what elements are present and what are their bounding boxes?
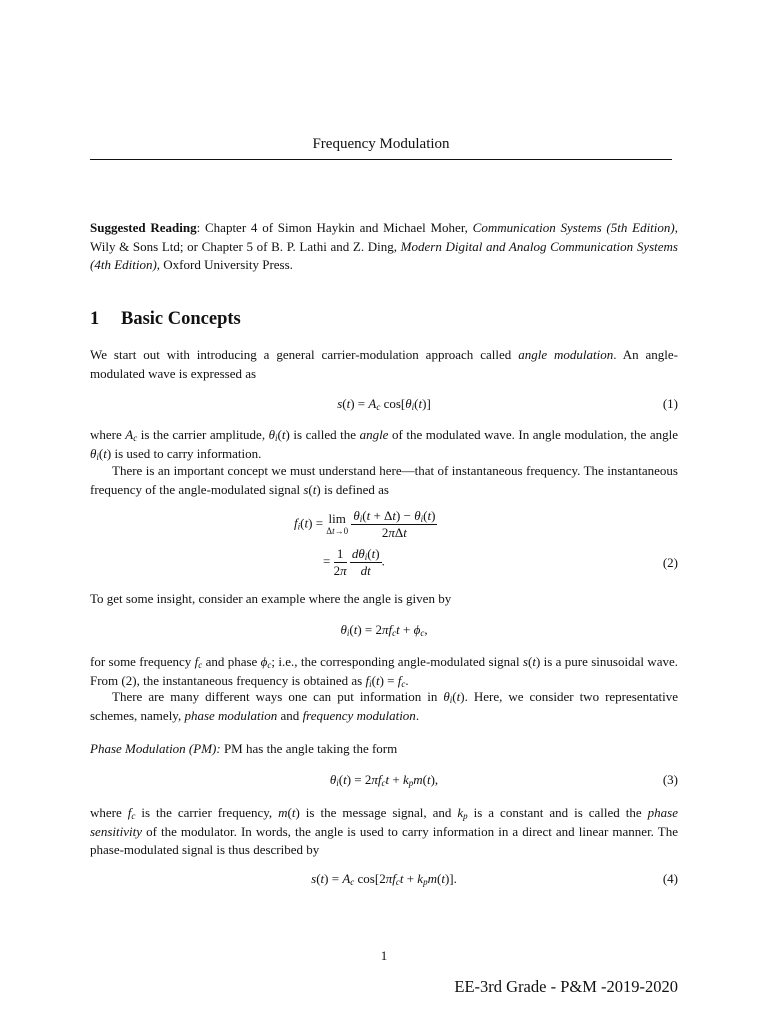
title-rule [90, 159, 672, 160]
document-title: Frequency Modulation [312, 136, 450, 152]
equation-2-line-2: = $\frac{1}{2\pi}$ $\frac{d\theta_i(t)}{dt}$ . [323, 546, 385, 578]
paragraph-intro: We start out with introducing a general carrier-modulation approach called angle modulation. An angle-modulated wave is expressed as [90, 347, 679, 381]
equation-example-body: $\theta_i(t) = 2\pi f_ct + \phi_c$, [340, 622, 428, 638]
paragraph-instantaneous-frequency: There is an important concept we must understand here—that of instantaneous frequency. The instantaneous frequency of the angle-modulated signal s(t) is defined as [90, 463, 678, 497]
equation-number: (4) [662, 871, 678, 886]
equation-4 [90, 871, 678, 891]
equation-number: (1) [662, 396, 678, 411]
equation-2-line-1: $f_i(t) = \lim$ Δt→0 $\frac{\theta_i(t + \Delta t) - \theta_i(t)}{\text{2πΔt}}$ [294, 508, 436, 540]
phase-modulation-heading: Phase Modulation (PM): [90, 741, 221, 756]
section-title: Basic Concepts [121, 309, 241, 329]
equation-4-body: $s(t) = A_c$ $\cos[2\pi f_ct + k_pm(t)]$. [311, 871, 457, 887]
equation-2 [90, 508, 678, 584]
equation-number: (3) [662, 772, 678, 787]
paragraph-sinusoid: for some frequency $f_c$ and phase $\phi_c$; i.e., the corresponding angle-modulated signal s(t) is a pure sinusoidal wave. From (2), the instantaneous frequency is obtained as $f_i(t) = f_c$. [90, 654, 678, 689]
equation-example [90, 622, 678, 642]
section-heading [90, 309, 241, 330]
footer-text: EE-3rd Grade - P&M -2019-2020 [454, 977, 678, 996]
suggested-reading-label: Suggested Reading [90, 220, 197, 235]
equation-3 [90, 772, 678, 792]
equation-1 [90, 396, 678, 416]
section-number: 1 [90, 309, 100, 329]
paragraph-schemes: There are many different ways one can put information in $\theta_i(t)$. Here, we consider two representative schemes, namely, phase modulation and frequency modulation. [90, 689, 678, 723]
suggested-reading-paragraph: Suggested Reading: Chapter 4 of Simon Haykin and Michael Moher, Communication Systems (5th Edition), Wily & Sons Ltd; or Chapter 5 of B. P. Lathi and Z. Ding, Modern Digital and Analog Communication Systems (4th Edition), Oxford University Press. [90, 220, 678, 272]
equation-number: (2) [662, 555, 678, 570]
paragraph-phase-sensitivity: where $f_c$ is the carrier frequency, m(t) is the message signal, and $k_p$ is a constant and is called the phase sensitivity of the modulator. In words, the angle is used to carry information in a direct and linear manner. The phase-modulated signal is thus described by [90, 805, 678, 857]
equation-3-body: $\theta_i(t) = 2\pi f_ct + k_pm(t)$, [329, 772, 439, 788]
page-number: 1 [380, 948, 388, 963]
equation-1-body: $s(t) = A_c$ $\cos[\theta_i(t)]$ [337, 396, 431, 412]
paragraph-angle-definition: where $A_c$ is the carrier amplitude, $\theta_i(t)$ is called the angle of the modulated wave. In angle modulation, the angle $\theta_i(t)$ is used to carry information. [90, 427, 678, 462]
paragraph-example: To get some insight, consider an example where the angle is given by [90, 591, 452, 606]
paragraph-phase-modulation: Phase Modulation (PM): PM has the angle taking the form [90, 741, 398, 756]
